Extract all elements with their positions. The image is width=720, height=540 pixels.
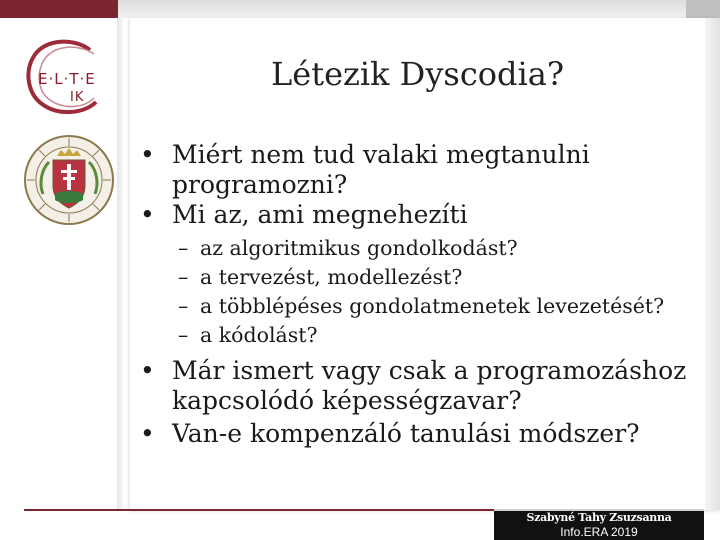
- sub-bullet-item: [140, 321, 710, 350]
- bullet-text: Van-e kompenzáló tanulási módszer?: [172, 419, 640, 448]
- elte-logo-text: E·L·T·E: [38, 70, 96, 88]
- bullet-marker: •: [140, 200, 155, 229]
- footer-event: Info.ERA 2019: [560, 525, 638, 539]
- sub-bullet-item: [140, 263, 710, 292]
- sub-bullet-marker: –: [178, 265, 189, 289]
- bullet-marker: •: [140, 356, 155, 385]
- sub-bullet-text: a tervezést, modellezést?: [200, 265, 463, 289]
- bullet-item: [140, 200, 710, 230]
- bottom-accent-line: [24, 509, 494, 511]
- top-bar: [118, 0, 720, 18]
- sub-bullet-marker: –: [178, 294, 189, 318]
- bullet-text: Mi az, ami megnehezíti: [172, 200, 468, 229]
- sub-bullet-text: az algoritmikus gondolkodást?: [200, 236, 518, 260]
- slide-title: Létezik Dyscodia?: [271, 55, 564, 93]
- sub-bullet-text: a kódolást?: [200, 323, 318, 347]
- bullet-item: [140, 140, 710, 200]
- bullet-list: [140, 140, 710, 449]
- bullet-item: [140, 356, 710, 416]
- bullet-text: Miért nem tud valaki megtanulni programozni?: [172, 140, 590, 199]
- sub-bullet-text: a többlépéses gondolatmenetek levezetését?: [200, 294, 665, 318]
- sub-bullet-item: [140, 292, 710, 321]
- bullet-marker: •: [140, 140, 155, 169]
- university-seal-icon: [23, 134, 115, 226]
- sub-bullet-marker: –: [178, 236, 189, 260]
- ik-logo-text: IK: [70, 90, 85, 105]
- footer-author: Szabyné Tahy Zsuzsanna: [526, 511, 672, 524]
- bullet-text: Már ismert vagy csak a programozáshoz kapcsolódó képességzavar?: [172, 356, 687, 415]
- top-bar-corner: [686, 0, 720, 18]
- bullet-item: [140, 419, 710, 449]
- sidebar-top-bar: [0, 0, 118, 18]
- bullet-marker: •: [140, 419, 155, 448]
- sub-bullet-marker: –: [178, 323, 189, 347]
- sub-bullet-item: [140, 234, 710, 263]
